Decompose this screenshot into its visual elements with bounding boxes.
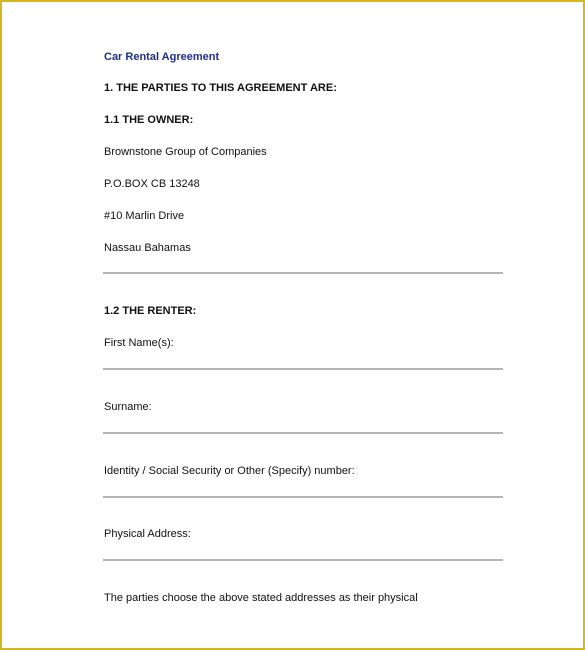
physical-address-label: Physical Address: — [104, 528, 191, 540]
first-name-field[interactable] — [103, 368, 503, 370]
surname-label: Surname: — [104, 401, 152, 413]
owner-name: Brownstone Group of Companies — [104, 146, 267, 158]
owner-city: Nassau Bahamas — [104, 242, 191, 254]
identity-number-field[interactable] — [103, 496, 503, 498]
document-page — [2, 2, 583, 648]
document-title: Car Rental Agreement — [104, 51, 220, 63]
section-1-heading: 1. THE PARTIES TO THIS AGREEMENT ARE: — [104, 82, 337, 94]
renter-heading: 1.2 THE RENTER: — [104, 305, 197, 317]
owner-street: #10 Marlin Drive — [104, 210, 185, 222]
owner-po-box: P.O.BOX CB 13248 — [104, 178, 200, 190]
identity-number-label: Identity / Social Security or Other (Specify) number: — [104, 465, 355, 477]
separator-rule — [103, 272, 503, 274]
owner-heading: 1.1 THE OWNER: — [104, 114, 194, 126]
first-name-label: First Name(s): — [104, 337, 174, 349]
physical-address-field[interactable] — [103, 559, 503, 561]
closing-paragraph: The parties choose the above stated addresses as their physical — [104, 592, 418, 604]
surname-field[interactable] — [103, 432, 503, 434]
document-frame — [2, 2, 583, 648]
